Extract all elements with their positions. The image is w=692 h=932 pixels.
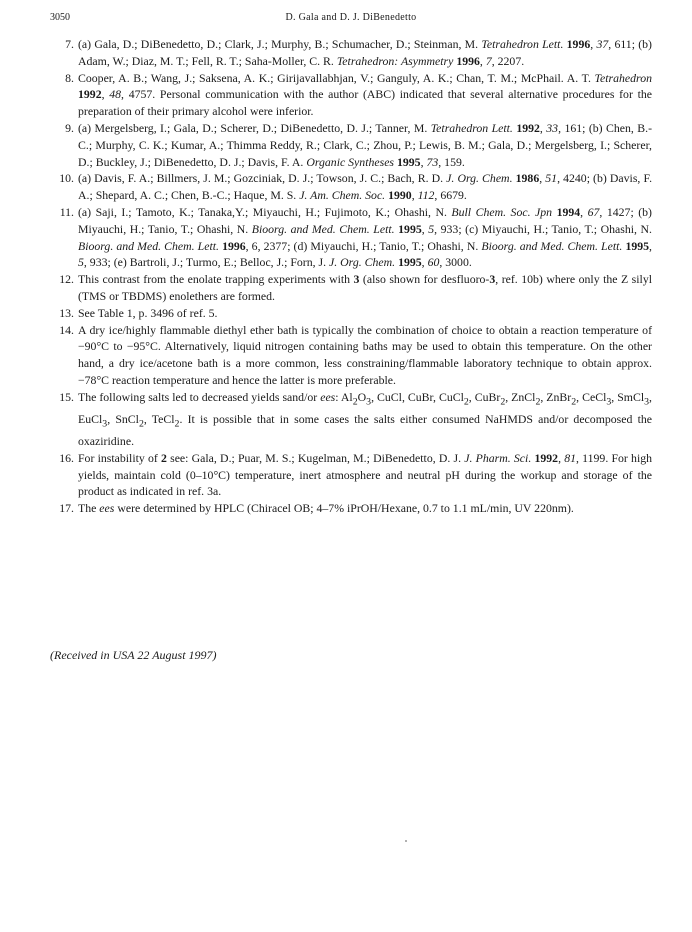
reference-segment: , EuCl — [78, 389, 652, 426]
reference-segment: 1996 — [566, 37, 591, 51]
reference-segment: 2 — [352, 396, 358, 408]
reference-item — [48, 120, 652, 170]
reference-text — [78, 170, 652, 204]
reference-segment: A dry ice/highly flammable diethyl ether bath is typically the combination of choice to obtain a reaction temperature of −90°C to −95°C. Alternatively, liquid nitrogen containing baths may be used to obtain this temperature. On the other hand, a dry ice/acetone bath is a more common, less constraining/flammable laboratory technique to obtain approx. −78°C reaction temperature and hence the latter is more preferable. — [78, 322, 652, 387]
reference-item — [48, 170, 652, 204]
reference-segment: 112 — [417, 188, 435, 203]
reference-item — [48, 450, 652, 500]
reference-segment: , — [558, 450, 565, 465]
reference-item — [48, 322, 652, 389]
reference-segment: , 4240; (b) Davis, F. A.; Shepard, A. C.; Chen, B.-C.; Haque, M. S. — [78, 171, 653, 203]
reference-segment: The — [78, 501, 100, 516]
reference-segment: (a) Saji, I.; Tamoto, K.; Tanaka,Y.; Miyauchi, H.; Fujimoto, K.; Ohashi, N. — [78, 204, 452, 219]
reference-segment: J. Am. Chem. Soc. — [299, 188, 386, 203]
reference-segment: , — [411, 188, 418, 203]
reference-segment: were determined by HPLC (Chiracel OB; 4–7% iPrOH/Hexane, 0.7 to 1.1 mL/min, UV 220nm). — [114, 501, 574, 516]
reference-segment: , — [479, 53, 486, 68]
reference-item — [48, 305, 652, 322]
reference-segment: The following salts led to decreased yields sand/or — [78, 389, 321, 404]
reference-segment: 1995 — [398, 255, 422, 270]
reference-segment: 3 — [606, 396, 612, 408]
reference-segment: O — [357, 389, 367, 404]
reference-segment: Bioorg. and Med. Chem. Lett. — [481, 238, 623, 253]
reference-segment: Tetrahedron Lett. — [430, 120, 513, 135]
page-header — [50, 12, 652, 28]
reference-segment: , — [420, 154, 427, 169]
reference-segment: (a) Gala, D.; DiBenedetto, D.; Clark, J.; Murphy, B.; Schumacher, D.; Steinman, M. — [78, 37, 482, 51]
reference-segment: ees — [99, 501, 115, 516]
reference-number: 11. — [59, 204, 74, 219]
reference-list — [48, 36, 652, 517]
reference-segment: 1992 — [78, 87, 102, 102]
reference-text — [78, 389, 652, 450]
reference-segment: , — [649, 238, 652, 253]
reference-segment: , CuCl, CuBr, CuCl — [371, 389, 464, 404]
reference-segment: . It is possible that in some cases the salts either consumed NaHMDS and/or decomposed the oxaziridine. — [78, 411, 652, 449]
reference-segment: , 933; (e) Bartroli, J.; Turmo, E.; Belloc, J.; Forn, J. — [83, 255, 330, 270]
reference-item — [48, 70, 652, 120]
reference-segment: 5 — [428, 221, 435, 236]
reference-text — [78, 322, 652, 389]
reference-segment: 73 — [426, 154, 439, 169]
reference-segment: 2 — [535, 396, 541, 408]
reference-segment: , 6679. — [434, 188, 467, 203]
reference-segment: 48 — [109, 87, 122, 102]
received-date: (Received in USA 22 August 1997) — [50, 648, 217, 662]
reference-text — [78, 500, 652, 517]
reference-text — [78, 120, 652, 170]
running-head — [50, 12, 652, 23]
reference-number: 14. — [59, 322, 74, 337]
reference-number: 12. — [59, 272, 74, 287]
reference-item — [48, 204, 652, 271]
reference-segment: 5 — [78, 255, 84, 270]
reference-segment: 3 — [102, 418, 108, 430]
reference-text — [78, 70, 652, 120]
reference-segment: , 933; (c) Miyauchi, H.; Tanio, T.; Ohashi, N. — [434, 221, 652, 236]
reference-segment: For instability of — [78, 450, 161, 465]
reference-number: 8. — [65, 70, 74, 85]
reference-segment: , 159. — [438, 154, 465, 169]
reference-segment: 37 — [596, 37, 609, 51]
reference-segment: , TeCl — [143, 411, 175, 426]
reference-segment: Tetrahedron Lett. — [481, 37, 564, 51]
reference-segment: Cooper, A. B.; Wang, J.; Saksena, A. K.; Girijavallabhjan, V.; Ganguly, A. K.; Chan, T. M.; McPhail. A. T. — [78, 70, 595, 85]
reference-segment: 2 — [174, 418, 180, 430]
reference-segment: (also shown for desfluoro- — [359, 272, 490, 287]
reference-segment: Bioorg. and Med. Chem. Lett. — [78, 238, 219, 253]
reference-segment: Bioorg. and Med. Chem. Lett. — [251, 221, 395, 236]
reference-segment: 3 — [366, 396, 372, 408]
reference-number: 9. — [65, 120, 74, 135]
reference-segment: 2 — [500, 396, 506, 408]
reference-segment: , CeCl — [576, 389, 607, 404]
reference-segment: 1996 — [222, 238, 246, 253]
reference-segment: , CuBr — [468, 389, 501, 404]
reference-segment: , — [590, 37, 597, 51]
reference-segment: , — [101, 87, 110, 102]
running-head-author-1: D. Gala — [285, 12, 319, 23]
reference-text — [78, 271, 652, 305]
reference-segment: 3 — [353, 272, 360, 287]
reference-segment: 67 — [587, 204, 600, 219]
reference-segment: 1995 — [398, 221, 422, 236]
reference-segment: J. Pharm. Sci. — [464, 450, 532, 465]
reference-segment: 1995 — [396, 154, 421, 169]
running-head-conjunction: and — [321, 12, 337, 23]
reference-segment: 81 — [564, 450, 577, 465]
reference-segment: 7 — [485, 53, 492, 68]
reference-segment: , ZnBr — [540, 389, 572, 404]
reference-segment: , SnCl — [107, 411, 139, 426]
reference-text — [78, 305, 652, 322]
reference-segment: 3 — [489, 272, 496, 287]
reference-segment: , 1427; (b) Miyauchi, H.; Tanio, T.; Ohashi, N. — [78, 204, 652, 236]
reference-segment: : Al — [335, 389, 353, 404]
reference-segment: , ZnCl — [505, 389, 536, 404]
reference-segment: 2 — [161, 450, 167, 465]
reference-segment: 33 — [546, 120, 559, 135]
reference-segment: 1995 — [625, 238, 650, 253]
reference-segment: 51 — [545, 171, 558, 186]
reference-segment: 1992 — [516, 120, 540, 135]
reference-number: 10. — [59, 171, 74, 186]
reference-segment: (a) Davis, F. A.; Billmers, J. M.; Gozciniak, D. J.; Towson, J. C.; Bach, R. D. — [78, 171, 447, 186]
reference-segment: , 3000. — [439, 255, 472, 270]
reference-segment: 1996 — [456, 53, 480, 68]
reference-segment: Tetrahedron: Asymmetry — [336, 53, 454, 68]
reference-segment: , — [580, 204, 588, 219]
reference-segment: See Table 1, p. 3496 of ref. 5. — [78, 305, 218, 320]
reference-segment: 3 — [644, 396, 650, 408]
reference-number: 17. — [59, 501, 74, 516]
reference-segment: Organic Syntheses — [306, 154, 395, 169]
reference-segment: , 2207. — [491, 53, 525, 68]
reference-segment: J. Org. Chem. — [446, 171, 513, 186]
reference-segment: , 4757. Personal communication with the author (ABC) indicated that several alternative procedures for the preparation of their primary alcohol were inferior. — [78, 87, 652, 119]
reference-segment: 1994 — [556, 204, 581, 219]
reference-segment: ees — [320, 389, 336, 404]
reference-segment: Bull Chem. Soc. Jpn — [451, 204, 553, 219]
reference-segment: see: Gala, D.; Puar, M. S.; Kugelman, M.; DiBenedetto, D. J. — [166, 450, 465, 465]
reference-segment: 1986 — [515, 171, 540, 186]
reference-number: 15. — [59, 389, 74, 404]
reference-item — [48, 36, 652, 70]
reference-segment: , 161; (b) Chen, B.-C.; Murphy, C. K.; Kumar, A.; Thimma Reddy, R.; Clark, C.; Zhou, P.; Lewis, B. M.; Gala, D.; Mergelsberg, I.; Scherer, D.; Buckley, J.; DiBenedetto, D. J.; Davis, F. A. — [78, 120, 653, 169]
reference-segment: , 6, 2377; (d) Miyauchi, H.; Tanio, T.; Ohashi, N. — [245, 238, 482, 253]
reference-segment: , — [539, 120, 547, 135]
page-number: 3050 — [50, 12, 70, 23]
reference-segment: 1992 — [534, 450, 559, 465]
reference-segment: 2 — [463, 396, 469, 408]
reference-segment: 2 — [138, 418, 144, 430]
reference-segment: , ref. 10b) where only the Z silyl (TMS or TBDMS) enolethers are formed. — [78, 272, 652, 303]
reference-segment: (a) Mergelsberg, I.; Gala, D.; Scherer, D.; DiBenedetto, D. J.; Tanner, M. — [78, 120, 431, 135]
reference-segment: , SmCl — [611, 389, 645, 404]
reference-segment: J. Org. Chem. — [329, 255, 396, 270]
reference-segment: , — [421, 221, 429, 236]
reference-segment: , — [539, 171, 546, 186]
reference-segment: 60 — [427, 255, 440, 270]
reference-segment: , 611; (b) Adam, W.; Diaz, M. T.; Fell, R. T.; Saha-Moller, C. R. — [78, 37, 652, 68]
scan-speck — [405, 840, 407, 842]
reference-text — [78, 36, 652, 70]
reference-number: 7. — [65, 37, 74, 51]
reference-item — [48, 500, 652, 517]
reference-text — [78, 450, 652, 500]
reference-segment: , — [421, 255, 428, 270]
reference-number: 16. — [59, 450, 74, 465]
reference-item — [48, 271, 652, 305]
running-head-author-2: D. J. DiBenedetto — [339, 12, 417, 23]
reference-item — [48, 389, 652, 450]
reference-segment: 2 — [571, 396, 577, 408]
reference-segment: 1990 — [388, 188, 412, 203]
reference-number: 13. — [59, 305, 74, 320]
reference-text — [78, 204, 652, 271]
reference-segment: , 1199. For high yields, maintain cold (0–10°C) temperature, inert atmosphere and neutral pH during the workup and storage of the product as indicated in ref. 3a. — [78, 450, 653, 499]
reference-segment: Tetrahedron — [594, 70, 652, 85]
reference-segment: This contrast from the enolate trapping experiments with — [78, 272, 354, 287]
